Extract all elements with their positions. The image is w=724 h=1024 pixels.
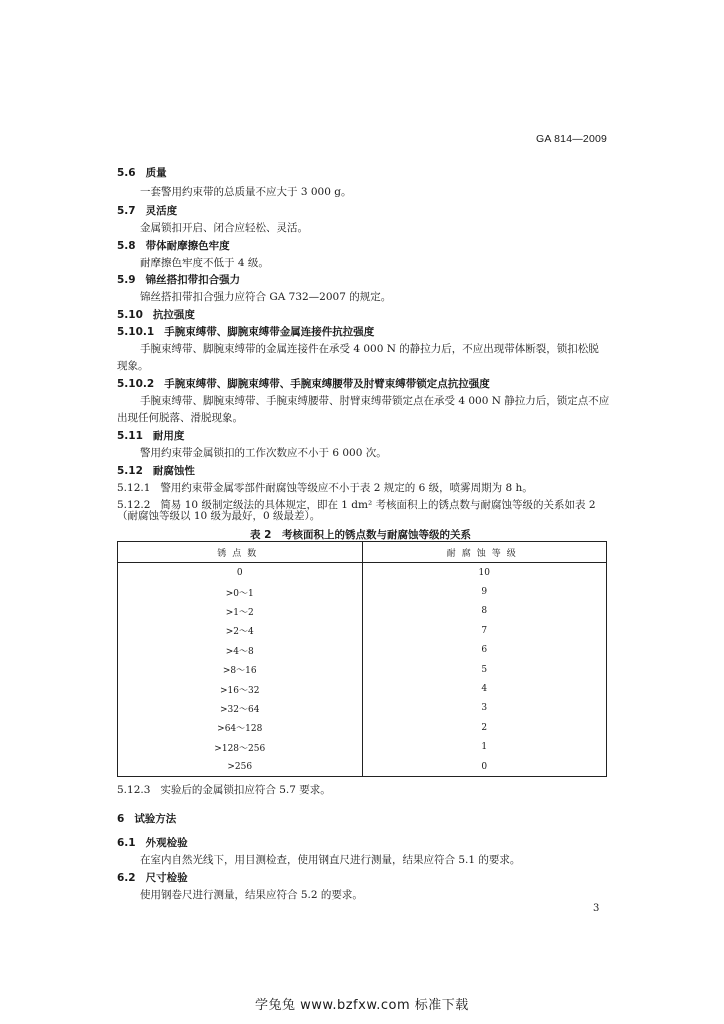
section-5-8-text: 耐摩擦色牢度不低于 4 级。	[140, 257, 269, 269]
grade-cell: 7	[362, 621, 607, 640]
section-number: 5.12.1	[117, 482, 151, 494]
grade-cell: 1	[362, 738, 607, 757]
section-5-12-heading	[117, 465, 607, 478]
table-row	[118, 679, 607, 698]
section-5-7-text: 金属锁扣开启、闭合应轻松、灵活。	[140, 222, 308, 234]
table-row	[118, 582, 607, 601]
section-title: 锦丝搭扣带扣合强力	[145, 274, 241, 286]
grade-cell: 0	[362, 757, 607, 777]
table-row	[118, 563, 607, 583]
section-title: 手腕束缚带、脚腕束缚带、手腕束缚腰带及肘臂束缚带锁定点抗拉强度	[164, 378, 490, 390]
section-5-9-heading	[117, 274, 607, 287]
section-number: 5.9	[117, 274, 136, 286]
page-number: 3	[593, 903, 600, 914]
watermark-footer: 学兔兔 www.bzfxw.com 标准下载	[255, 998, 469, 1013]
section-title: 抗拉强度	[152, 309, 195, 321]
section-5-7-heading	[117, 205, 607, 218]
section-number: 5.12.2	[117, 499, 151, 511]
grade-cell: 2	[362, 718, 607, 737]
table-row	[118, 757, 607, 777]
section-title: 带体耐摩擦色牢度	[145, 240, 230, 252]
rust-points-cell: >16～32	[118, 679, 363, 698]
section-5-10-2-heading	[117, 378, 607, 391]
table-row	[118, 738, 607, 757]
rust-grade-table	[117, 541, 607, 777]
rust-points-cell: 0	[118, 563, 363, 583]
section-5-10-heading	[117, 309, 607, 322]
section-title: 质量	[145, 167, 167, 179]
column-header-corrosion-grade: 耐腐蚀等级	[362, 542, 607, 563]
table-header-row	[118, 542, 607, 563]
section-5-6-text: 一套警用约束带的总质量不应大于 3 000 g。	[140, 186, 352, 198]
section-6-2-heading	[117, 872, 607, 885]
table-row	[118, 621, 607, 640]
rust-points-cell: >256	[118, 757, 363, 777]
section-5-9-text: 锦丝搭扣带扣合强力应符合 GA 732—2007 的规定。	[140, 291, 392, 303]
rust-points-cell: >0～1	[118, 582, 363, 601]
section-number: 5.10	[117, 309, 143, 321]
grade-cell: 8	[362, 602, 607, 621]
section-5-10-1-text-line2: 现象。	[117, 360, 149, 372]
section-title: 外观检验	[145, 837, 188, 849]
grade-cell: 4	[362, 679, 607, 698]
section-5-11-text: 警用约束带金属锁扣的工作次数应不小于 6 000 次。	[140, 447, 387, 459]
grade-cell: 6	[362, 641, 607, 660]
rust-points-cell: >128～256	[118, 738, 363, 757]
table-row	[118, 660, 607, 679]
section-5-8-heading	[117, 240, 607, 253]
section-number: 6	[117, 813, 125, 825]
grade-cell: 10	[362, 563, 607, 583]
section-5-10-1-heading	[117, 326, 607, 339]
table-row	[118, 641, 607, 660]
rust-points-cell: >64～128	[118, 718, 363, 737]
section-text: 简易 10 级制定级法的具体规定，即在 1 dm² 考核面积上的锈点数与耐腐蚀等级的关系如表 2	[160, 499, 596, 511]
section-5-12-3	[117, 784, 607, 797]
section-title: 灵活度	[145, 205, 178, 217]
standard-number: GA 814—2009	[536, 133, 608, 145]
section-5-12-2-line2: （耐腐蚀等级以 10 级为最好，0 级最差）。	[117, 510, 321, 522]
section-title: 试验方法	[134, 813, 177, 825]
rust-points-cell: >32～64	[118, 699, 363, 718]
grade-cell: 9	[362, 582, 607, 601]
table-caption: 表 2 考核面积上的锈点数与耐腐蚀等级的关系	[250, 529, 471, 541]
section-number: 5.10.1	[117, 326, 155, 338]
section-6-1-heading	[117, 837, 607, 850]
section-5-11-heading	[117, 430, 607, 443]
section-5-10-2-text-line2: 出现任何脱落、滑脱现象。	[117, 412, 243, 424]
rust-points-cell: >2～4	[118, 621, 363, 640]
section-text: 实验后的金属锁扣应符合 5.7 要求。	[160, 784, 331, 796]
rust-points-cell: >4～8	[118, 641, 363, 660]
section-title: 耐腐蚀性	[152, 465, 195, 477]
section-text: 警用约束带金属零部件耐腐蚀等级应不小于表 2 规定的 6 级，喷雾周期为 8 h。	[160, 482, 533, 494]
section-title: 尺寸检验	[145, 872, 188, 884]
section-6-heading	[117, 813, 607, 826]
grade-cell: 5	[362, 660, 607, 679]
section-5-10-1-text-line1: 手腕束缚带、脚腕束缚带的金属连接件在承受 4 000 N 的静拉力后，不应出现带体断裂，锁扣松脱	[140, 343, 599, 355]
rust-points-cell: >8～16	[118, 660, 363, 679]
section-number: 5.12	[117, 465, 143, 477]
section-5-12-1	[117, 482, 607, 495]
section-title: 手腕束缚带、脚腕束缚带金属连接件抗拉强度	[164, 326, 375, 338]
column-header-rust-points: 锈点数	[118, 542, 363, 563]
section-number: 5.7	[117, 205, 136, 217]
section-number: 5.11	[117, 430, 143, 442]
table-row	[118, 602, 607, 621]
section-number: 5.12.3	[117, 784, 151, 796]
section-number: 6.2	[117, 872, 136, 884]
section-number: 5.6	[117, 167, 136, 179]
section-number: 5.10.2	[117, 378, 155, 390]
rust-points-cell: >1～2	[118, 602, 363, 621]
section-6-1-text: 在室内自然光线下，用目测检查，使用钢直尺进行测量，结果应符合 5.1 的要求。	[140, 854, 521, 866]
table-row	[118, 718, 607, 737]
section-5-6-heading	[117, 167, 607, 180]
section-title: 耐用度	[152, 430, 185, 442]
section-6-2-text: 使用钢卷尺进行测量，结果应符合 5.2 的要求。	[140, 889, 363, 901]
grade-cell: 3	[362, 699, 607, 718]
table-row	[118, 699, 607, 718]
section-number: 6.1	[117, 837, 136, 849]
section-5-10-2-text-line1: 手腕束缚带、脚腕束缚带、手腕束缚腰带、肘臂束缚带锁定点在承受 4 000 N 静拉力后，锁定点不应	[140, 395, 610, 407]
section-number: 5.8	[117, 240, 136, 252]
